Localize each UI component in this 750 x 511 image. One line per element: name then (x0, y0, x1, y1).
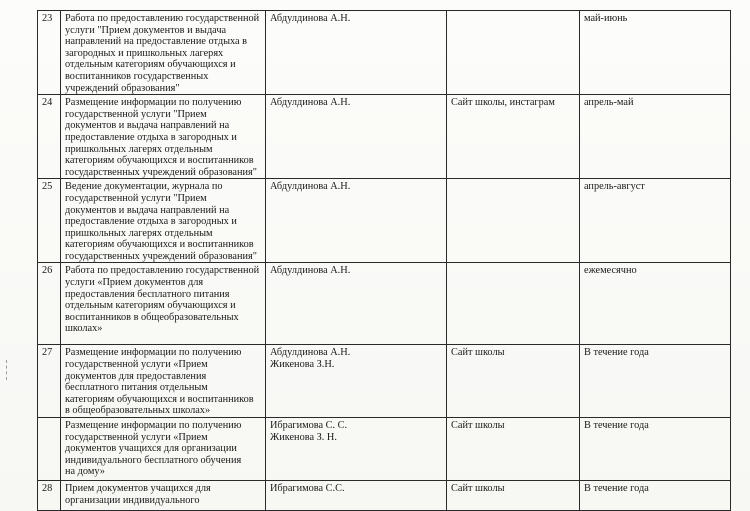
period-cell: ежемесячно (580, 263, 731, 345)
activity-cell: Размещение информации по получению государственной услуги "Прием документов и выдача направлений на предоставление отдыха в загородных и пришкольных лагерях отдельным категориям обучающихся и воспитанников государственных учреждений образования" (61, 95, 266, 179)
table-row (38, 11, 731, 95)
responsible-cell: Абдулдинова А.Н. Жикенова З.Н. (266, 345, 447, 418)
activity-cell: Прием документов учащихся для организации индивидуального (61, 481, 266, 511)
period-cell: апрель-август (580, 179, 731, 263)
location-cell: Сайт школы (447, 418, 580, 481)
table-row (38, 95, 731, 179)
row-number (38, 418, 61, 481)
activity-cell: Ведение документации, журнала по государственной услуги "Прием документов и выдача направлений на предоставление отдыха в загородных и пришкольных лагерях отдельным категориям обучающихся и воспитанников государственных учреждений образования" (61, 179, 266, 263)
activity-cell: Размещение информации по получению государственной услуги «Прием документов учащихся для организации индивидуального бесплатного обучения на дому» (61, 418, 266, 481)
table-row (38, 263, 731, 345)
period-cell: В течение года (580, 481, 731, 511)
period-cell: апрель-май (580, 95, 731, 179)
table-row (38, 345, 731, 418)
row-number: 23 (38, 11, 61, 95)
activity-cell: Работа по предоставлению государственной услуги «Прием документов для предоставления бесплатного питания отдельным категориям обучающихся и воспитанников в общеобразовательных школах» (61, 263, 266, 345)
row-number: 27 (38, 345, 61, 418)
table-row (38, 179, 731, 263)
period-cell: май-июнь (580, 11, 731, 95)
responsible-cell: Абдулдинова А.Н. (266, 11, 447, 95)
table-row (38, 418, 731, 481)
margin-mark (6, 360, 9, 380)
location-cell: Сайт школы (447, 481, 580, 511)
responsible-cell: Ибрагимова С. С. Жикенова З. Н. (266, 418, 447, 481)
activity-cell: Размещение информации по получению государственной услуги «Прием документов для предоставления бесплатного питания отдельным категориям обучающихся и воспитанников в общеобразовательных школах» (61, 345, 266, 418)
period-cell: В течение года (580, 345, 731, 418)
location-cell: Сайт школы (447, 345, 580, 418)
responsible-cell: Абдулдинова А.Н. (266, 95, 447, 179)
location-cell (447, 179, 580, 263)
work-plan-table (37, 10, 731, 511)
row-number: 28 (38, 481, 61, 511)
responsible-cell: Абдулдинова А.Н. (266, 263, 447, 345)
location-cell: Сайт школы, инстаграм (447, 95, 580, 179)
row-number: 26 (38, 263, 61, 345)
table-row (38, 481, 731, 511)
responsible-cell: Абдулдинова А.Н. (266, 179, 447, 263)
location-cell (447, 263, 580, 345)
row-number: 25 (38, 179, 61, 263)
activity-cell: Работа по предоставлению государственной услуги "Прием документов и выдача направлений на предоставление отдыха в загородных и пришкольных лагерях отдельным категориям обучающихся и воспитанников государственных учреждений образования" (61, 11, 266, 95)
location-cell (447, 11, 580, 95)
period-cell: В течение года (580, 418, 731, 481)
row-number: 24 (38, 95, 61, 179)
responsible-cell: Ибрагимова С.С. (266, 481, 447, 511)
